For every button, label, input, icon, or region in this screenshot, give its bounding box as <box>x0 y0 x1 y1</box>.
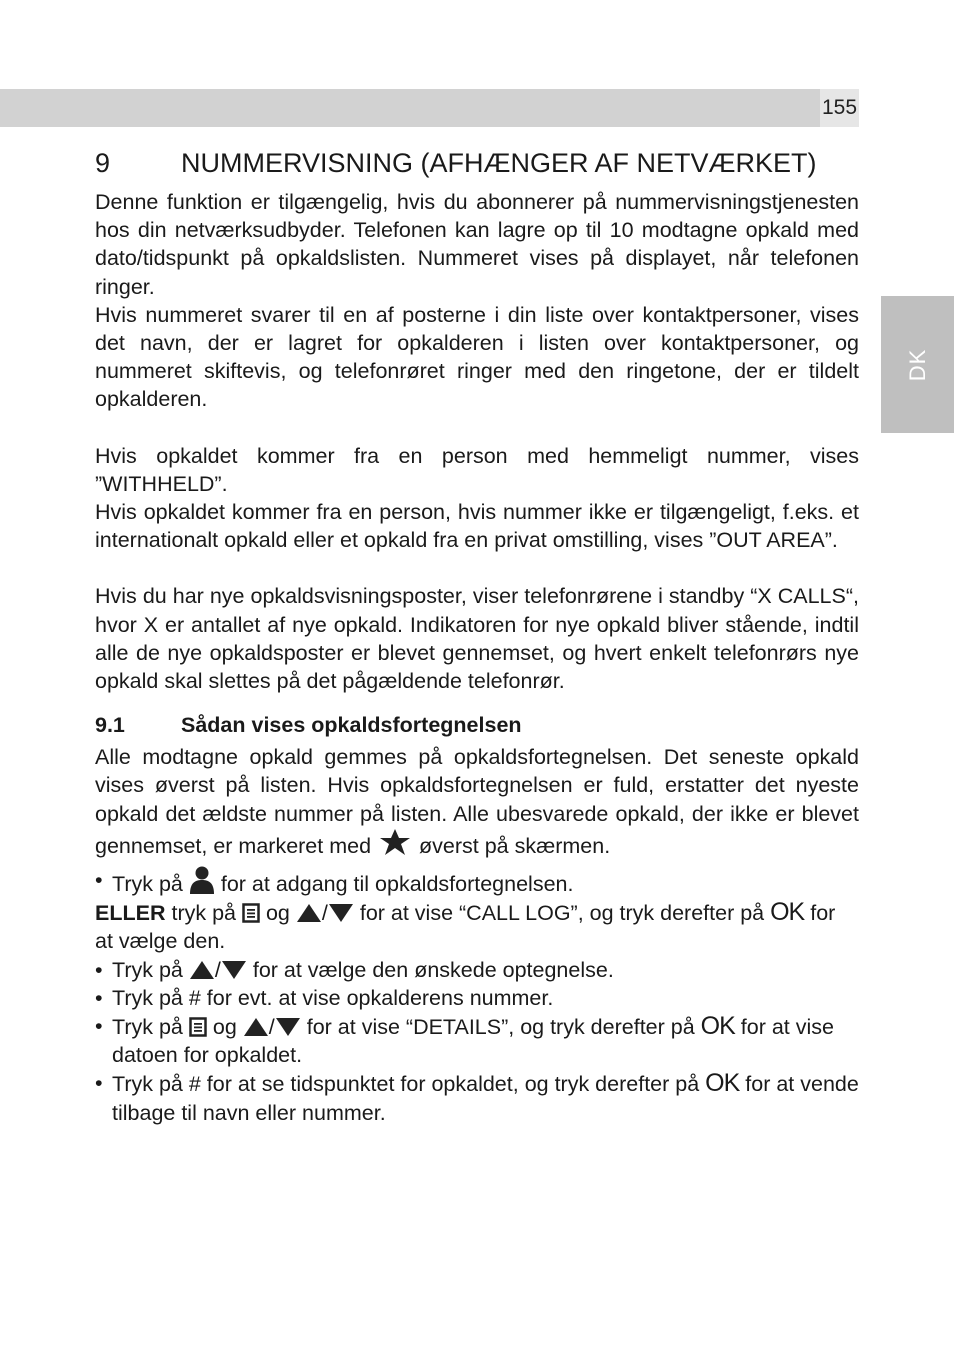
section-title: NUMMERVISNING (AFHÆNGER AF NETVÆRKET) <box>181 148 817 178</box>
language-tab-label: DK <box>904 348 930 381</box>
ok-key-label: OK <box>705 1069 740 1098</box>
section-number: 9 <box>95 148 111 178</box>
paragraph: Hvis du har nye opkaldsvisningsposter, viser telefonrørene i standby “X CALLS“, hvor X er antallet af nye opkald. Indikatoren for nye opkald bliver stående, indtil alle de nye opkaldsposter er blevet gennemset, og hvert enkelt telefonrørs nye opkald skal slettes på det pågældende telefonrør. <box>95 584 859 694</box>
step-list <box>95 866 859 1127</box>
subsection-title: Sådan vises opkaldsfortegnelsen <box>181 713 522 738</box>
page-content <box>95 144 859 1127</box>
header-bar <box>0 89 859 127</box>
down-arrow-icon <box>328 903 354 923</box>
language-tab <box>881 296 954 433</box>
subsection-number: 9.1 <box>95 713 125 738</box>
down-arrow-icon <box>221 960 247 980</box>
page-number: 155 <box>820 89 859 127</box>
list-item: • Tryk på for at adgang til opkaldsfortegnelsen. <box>95 866 859 898</box>
paragraph: Denne funktion er tilgængelig, hvis du abonnerer på nummervisningstjenesten hos din netværksudbyder. Telefonen kan lagre op til 10 modtagne opkald med dato/tidspunkt på opkaldslisten. Nummeret vises på displayet, når telefonen ringer. <box>95 190 859 299</box>
list-item: • Tryk på # for at se tidspunktet for opkaldet, og tryk derefter på OK for at vende tilbage til navn eller nummer. <box>95 1069 859 1126</box>
subsection-intro: Alle modtagne opkald gemmes på opkaldsfortegnelsen. Det seneste opkald vises øverst på listen. Hvis opkaldsfortegnelsen er fuld, erstatter det nyeste opkald det ældste nummer på listen. Alle ubesvarede opkald, der ikke er blevet gennemset, er markeret med øverst på skærmen. <box>95 745 859 858</box>
paragraph: Hvis nummeret svarer til en af posterne i din liste over kontaktpersoner, vises det navn, der er lagret for opkalderen i listen over kontaktpersoner, og nummeret skiftevis, og telefonrøret ringer med den ringetone, der er tildelt opkalderen. <box>95 302 859 412</box>
menu-icon <box>189 1017 207 1037</box>
up-arrow-icon <box>296 903 322 923</box>
section-heading <box>95 144 859 182</box>
up-arrow-icon <box>243 1017 269 1037</box>
up-arrow-icon <box>189 960 215 980</box>
menu-icon <box>242 903 260 923</box>
paragraph: Hvis opkaldet kommer fra en person med hemmeligt nummer, vises ”WITHHELD”. <box>95 443 859 496</box>
ok-key-label: OK <box>770 898 805 927</box>
or-label: ELLER <box>95 901 166 926</box>
star-icon <box>377 828 413 856</box>
list-item: ELLER tryk på og / for at vise “CALL LOG”, og tryk derefter på OK for at vælge den. <box>95 898 836 954</box>
paragraph: Hvis opkaldet kommer fra en person, hvis nummer ikke er tilgængeligt, f.eks. et internationalt opkald eller et opkald fra en privat omstilling, vises ”OUT AREA”. <box>95 500 859 553</box>
subsection-heading <box>95 711 859 739</box>
person-icon <box>189 866 215 894</box>
list-item: • Tryk på og / for at vise “DETAILS”, og tryk derefter på OK for at vise datoen for opkaldet. <box>95 1012 859 1069</box>
list-item: • Tryk på # for evt. at vise opkalderens nummer. <box>95 984 859 1012</box>
list-item: • Tryk på / for at vælge den ønskede optegnelse. <box>95 956 859 984</box>
ok-key-label: OK <box>700 1012 735 1041</box>
down-arrow-icon <box>275 1017 301 1037</box>
